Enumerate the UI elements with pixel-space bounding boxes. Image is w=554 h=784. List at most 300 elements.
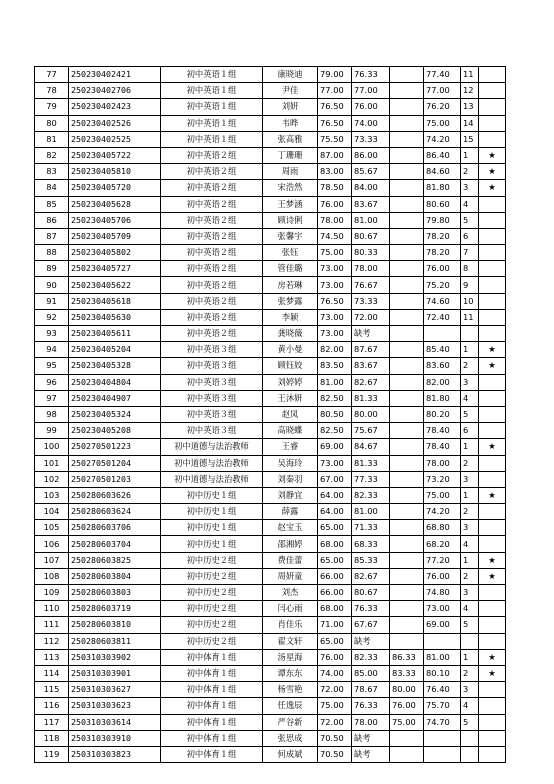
rank: 12: [461, 83, 479, 99]
qualified-star-icon: [479, 406, 506, 422]
rank: 3: [461, 520, 479, 536]
candidate-name: 高晓蝶: [263, 423, 318, 439]
total-score: 81.80: [424, 180, 461, 196]
table-row: [35, 67, 506, 83]
rank: 1: [461, 487, 479, 503]
exam-number: 250280603803: [69, 585, 161, 601]
exam-number: 250230405208: [69, 423, 161, 439]
written-score: 83.50: [318, 358, 352, 374]
candidate-name: 尹佳: [263, 83, 318, 99]
written-score: 82.50: [318, 423, 352, 439]
rank: 2: [461, 358, 479, 374]
total-score: 73.00: [424, 601, 461, 617]
total-score: 76.20: [424, 99, 461, 115]
position-group: 初中历史１组: [161, 487, 263, 503]
skill-score: [390, 406, 424, 422]
exam-number: 250230404804: [69, 374, 161, 390]
position-group: 初中体育１组: [161, 698, 263, 714]
exam-number: 250230405622: [69, 277, 161, 293]
row-number: 107: [35, 552, 69, 568]
candidate-name: 薛露: [263, 504, 318, 520]
total-score: 77.20: [424, 552, 461, 568]
candidate-name: 费佳蕾: [263, 552, 318, 568]
qualified-star-icon: [479, 228, 506, 244]
skill-score: [390, 115, 424, 131]
written-score: 76.00: [318, 649, 352, 665]
written-score: 65.00: [318, 520, 352, 536]
total-score: 75.70: [424, 698, 461, 714]
row-number: 83: [35, 164, 69, 180]
table-row: [35, 245, 506, 261]
interview-score: 缺考: [352, 633, 390, 649]
written-score: 79.00: [318, 67, 352, 83]
interview-score: 71.33: [352, 520, 390, 536]
candidate-name: 管佳璐: [263, 261, 318, 277]
candidate-name: 何成斌: [263, 746, 318, 762]
written-score: 73.00: [318, 261, 352, 277]
exam-number: 250230405630: [69, 309, 161, 325]
exam-number: 250310303910: [69, 730, 161, 746]
rank: 5: [461, 617, 479, 633]
rank: 2: [461, 504, 479, 520]
candidate-name: 严谷新: [263, 714, 318, 730]
skill-score: [390, 147, 424, 163]
skill-score: [390, 228, 424, 244]
interview-score: 80.33: [352, 245, 390, 261]
qualified-star-icon: [479, 536, 506, 552]
qualified-star-icon: [479, 277, 506, 293]
written-score: 74.00: [318, 665, 352, 681]
skill-score: 80.00: [390, 682, 424, 698]
rank: 13: [461, 99, 479, 115]
interview-score: 80.67: [352, 585, 390, 601]
qualified-star-icon: [479, 601, 506, 617]
total-score: 85.40: [424, 342, 461, 358]
skill-score: [390, 277, 424, 293]
interview-score: 78.00: [352, 714, 390, 730]
skill-score: 75.00: [390, 714, 424, 730]
candidate-name: 顾诗俐: [263, 212, 318, 228]
qualified-star-icon: [479, 390, 506, 406]
candidate-name: 吴海玲: [263, 455, 318, 471]
total-score: [424, 730, 461, 746]
interview-score: 77.00: [352, 83, 390, 99]
interview-score: 74.00: [352, 115, 390, 131]
position-group: 初中体育１组: [161, 682, 263, 698]
position-group: 初中历史２组: [161, 601, 263, 617]
row-number: 115: [35, 682, 69, 698]
interview-score: 85.33: [352, 552, 390, 568]
skill-score: 76.00: [390, 698, 424, 714]
exam-number: 250230405611: [69, 326, 161, 342]
row-number: 99: [35, 423, 69, 439]
qualified-star-icon: [479, 617, 506, 633]
total-score: 80.60: [424, 196, 461, 212]
row-number: 82: [35, 147, 69, 163]
row-number: 119: [35, 746, 69, 762]
rank: [461, 326, 479, 342]
table-row: [35, 390, 506, 406]
written-score: 65.00: [318, 552, 352, 568]
skill-score: [390, 746, 424, 762]
skill-score: [390, 568, 424, 584]
total-score: 72.40: [424, 309, 461, 325]
candidate-name: 丁珊珊: [263, 147, 318, 163]
total-score: 81.00: [424, 649, 461, 665]
skill-score: [390, 180, 424, 196]
rank: 7: [461, 245, 479, 261]
candidate-name: 李颖: [263, 309, 318, 325]
total-score: 78.40: [424, 423, 461, 439]
interview-score: 84.67: [352, 439, 390, 455]
rank: 5: [461, 406, 479, 422]
rank: 5: [461, 714, 479, 730]
row-number: 111: [35, 617, 69, 633]
rank: 3: [461, 585, 479, 601]
row-number: 110: [35, 601, 69, 617]
candidate-name: 宋浩然: [263, 180, 318, 196]
rank: 1: [461, 342, 479, 358]
rank: [461, 633, 479, 649]
exam-number: 250310303627: [69, 682, 161, 698]
skill-score: [390, 520, 424, 536]
row-number: 106: [35, 536, 69, 552]
skill-score: [390, 423, 424, 439]
row-number: 105: [35, 520, 69, 536]
table-row: [35, 682, 506, 698]
row-number: 108: [35, 568, 69, 584]
rank: [461, 730, 479, 746]
qualified-star-icon: [479, 212, 506, 228]
candidate-name: 王沐妍: [263, 390, 318, 406]
candidate-name: 周雨: [263, 164, 318, 180]
written-score: 87.00: [318, 147, 352, 163]
qualified-star-icon: [479, 504, 506, 520]
rank: 11: [461, 309, 479, 325]
interview-score: 85.00: [352, 665, 390, 681]
rank: [461, 746, 479, 762]
candidate-name: 刘秦羽: [263, 471, 318, 487]
candidate-name: 刘静宜: [263, 487, 318, 503]
interview-score: 84.00: [352, 180, 390, 196]
exam-number: 250280603804: [69, 568, 161, 584]
total-score: 74.60: [424, 293, 461, 309]
qualified-star-icon: [479, 83, 506, 99]
written-score: 75.00: [318, 698, 352, 714]
interview-score: 76.00: [352, 99, 390, 115]
interview-score: 82.67: [352, 374, 390, 390]
interview-score: 82.67: [352, 568, 390, 584]
row-number: 109: [35, 585, 69, 601]
table-row: [35, 617, 506, 633]
total-score: 80.20: [424, 406, 461, 422]
skill-score: [390, 633, 424, 649]
skill-score: [390, 293, 424, 309]
position-group: 初中体育１组: [161, 714, 263, 730]
row-number: 89: [35, 261, 69, 277]
total-score: 74.20: [424, 131, 461, 147]
candidate-name: 刘妍: [263, 99, 318, 115]
skill-score: [390, 196, 424, 212]
written-score: 78.50: [318, 180, 352, 196]
qualified-star-icon: ★: [479, 665, 506, 681]
rank: 3: [461, 180, 479, 196]
exam-number: 250230404907: [69, 390, 161, 406]
row-number: 87: [35, 228, 69, 244]
qualified-star-icon: ★: [479, 439, 506, 455]
interview-score: 83.67: [352, 196, 390, 212]
table-row: [35, 471, 506, 487]
table-row: [35, 326, 506, 342]
total-score: 81.80: [424, 390, 461, 406]
qualified-star-icon: [479, 131, 506, 147]
rank: 10: [461, 293, 479, 309]
total-score: 68.20: [424, 536, 461, 552]
rank: 6: [461, 228, 479, 244]
interview-score: 76.33: [352, 67, 390, 83]
position-group: 初中历史２组: [161, 568, 263, 584]
candidate-name: 黄小曼: [263, 342, 318, 358]
row-number: 78: [35, 83, 69, 99]
candidate-name: 韦晔: [263, 115, 318, 131]
table-row: [35, 601, 506, 617]
table-row: [35, 536, 506, 552]
qualified-star-icon: [479, 682, 506, 698]
exam-number: 250310303614: [69, 714, 161, 730]
rank: 9: [461, 277, 479, 293]
total-score: 73.20: [424, 471, 461, 487]
exam-number: 250230405709: [69, 228, 161, 244]
rank: 2: [461, 665, 479, 681]
row-number: 84: [35, 180, 69, 196]
interview-score: 76.33: [352, 601, 390, 617]
position-group: 初中道德与法治教师: [161, 471, 263, 487]
rank: 2: [461, 455, 479, 471]
total-score: 75.00: [424, 487, 461, 503]
skill-score: [390, 374, 424, 390]
table-row: [35, 228, 506, 244]
qualified-star-icon: ★: [479, 552, 506, 568]
row-number: 92: [35, 309, 69, 325]
rank: 1: [461, 147, 479, 163]
total-score: 79.80: [424, 212, 461, 228]
total-score: 78.00: [424, 455, 461, 471]
rank: 5: [461, 212, 479, 228]
candidate-name: 刘婷婷: [263, 374, 318, 390]
total-score: 76.40: [424, 682, 461, 698]
interview-score: 73.33: [352, 131, 390, 147]
rank: 4: [461, 196, 479, 212]
total-score: 80.10: [424, 665, 461, 681]
position-group: 初中英语２组: [161, 196, 263, 212]
qualified-star-icon: [479, 261, 506, 277]
table-row: [35, 552, 506, 568]
table-row: [35, 131, 506, 147]
position-group: 初中英语３组: [161, 374, 263, 390]
table-row: [35, 147, 506, 163]
position-group: 初中英语２组: [161, 261, 263, 277]
candidate-name: 周妍童: [263, 568, 318, 584]
position-group: 初中英语２组: [161, 228, 263, 244]
skill-score: [390, 390, 424, 406]
candidate-name: 张馨宇: [263, 228, 318, 244]
table-row: [35, 309, 506, 325]
total-score: [424, 633, 461, 649]
qualified-star-icon: ★: [479, 180, 506, 196]
interview-score: 87.67: [352, 342, 390, 358]
qualified-star-icon: ★: [479, 568, 506, 584]
exam-number: 250230405720: [69, 180, 161, 196]
written-score: 76.50: [318, 115, 352, 131]
candidate-name: 房若琳: [263, 277, 318, 293]
skill-score: [390, 730, 424, 746]
table-row: [35, 212, 506, 228]
written-score: 69.00: [318, 439, 352, 455]
position-group: 初中英语１组: [161, 99, 263, 115]
row-number: 113: [35, 649, 69, 665]
position-group: 初中英语２组: [161, 180, 263, 196]
row-number: 114: [35, 665, 69, 681]
exam-number: 250270501204: [69, 455, 161, 471]
interview-score: 80.00: [352, 406, 390, 422]
rank: 15: [461, 131, 479, 147]
row-number: 86: [35, 212, 69, 228]
total-score: 74.80: [424, 585, 461, 601]
position-group: 初中英语２组: [161, 245, 263, 261]
table-row: [35, 164, 506, 180]
exam-number: 250230405324: [69, 406, 161, 422]
qualified-star-icon: [479, 115, 506, 131]
row-number: 90: [35, 277, 69, 293]
qualified-star-icon: [479, 374, 506, 390]
total-score: 84.60: [424, 164, 461, 180]
exam-number: 250230405802: [69, 245, 161, 261]
position-group: 初中英语１组: [161, 83, 263, 99]
total-score: 75.20: [424, 277, 461, 293]
rank: 14: [461, 115, 479, 131]
written-score: 80.50: [318, 406, 352, 422]
table-row: [35, 342, 506, 358]
qualified-star-icon: [479, 196, 506, 212]
qualified-star-icon: [479, 714, 506, 730]
table-row: [35, 358, 506, 374]
interview-score: 86.00: [352, 147, 390, 163]
written-score: 66.00: [318, 568, 352, 584]
candidate-name: 肖佳乐: [263, 617, 318, 633]
candidate-name: 康晓迪: [263, 67, 318, 83]
table-row: [35, 649, 506, 665]
written-score: 71.00: [318, 617, 352, 633]
row-number: 118: [35, 730, 69, 746]
exam-number: 250310303623: [69, 698, 161, 714]
rank: 3: [461, 374, 479, 390]
position-group: 初中历史２组: [161, 633, 263, 649]
total-score: 78.20: [424, 245, 461, 261]
position-group: 初中英语３组: [161, 423, 263, 439]
exam-number: 250280603624: [69, 504, 161, 520]
written-score: 68.00: [318, 536, 352, 552]
exam-number: 250230405618: [69, 293, 161, 309]
rank: 4: [461, 390, 479, 406]
interview-score: 81.33: [352, 455, 390, 471]
table-row: [35, 665, 506, 681]
exam-number: 250230405727: [69, 261, 161, 277]
candidate-name: 王睿: [263, 439, 318, 455]
interview-score: 77.33: [352, 471, 390, 487]
total-score: 77.00: [424, 83, 461, 99]
table-row: [35, 180, 506, 196]
interview-score: 85.67: [352, 164, 390, 180]
position-group: 初中体育１组: [161, 649, 263, 665]
candidate-name: 刘杰: [263, 585, 318, 601]
candidate-name: 张钰: [263, 245, 318, 261]
exam-number: 250310303823: [69, 746, 161, 762]
qualified-star-icon: [479, 633, 506, 649]
candidate-name: 杨雪艳: [263, 682, 318, 698]
interview-score: 缺考: [352, 746, 390, 762]
written-score: 73.00: [318, 309, 352, 325]
interview-score: 78.67: [352, 682, 390, 698]
qualified-star-icon: [479, 455, 506, 471]
skill-score: [390, 67, 424, 83]
qualified-star-icon: [479, 245, 506, 261]
table-row: [35, 487, 506, 503]
candidate-name: 王梦涵: [263, 196, 318, 212]
total-score: [424, 746, 461, 762]
skill-score: [390, 552, 424, 568]
interview-score: 67.67: [352, 617, 390, 633]
rank: 4: [461, 698, 479, 714]
interview-score: 81.00: [352, 504, 390, 520]
qualified-star-icon: [479, 698, 506, 714]
table-row: [35, 455, 506, 471]
position-group: 初中英语２组: [161, 277, 263, 293]
exam-number: 250230402525: [69, 131, 161, 147]
written-score: 65.00: [318, 633, 352, 649]
position-group: 初中历史２组: [161, 617, 263, 633]
position-group: 初中历史１组: [161, 536, 263, 552]
total-score: 74.20: [424, 504, 461, 520]
skill-score: [390, 99, 424, 115]
table-row: [35, 99, 506, 115]
position-group: 初中英语２组: [161, 309, 263, 325]
written-score: 64.00: [318, 487, 352, 503]
candidate-name: 翟文轩: [263, 633, 318, 649]
table-row: [35, 520, 506, 536]
written-score: 70.50: [318, 746, 352, 762]
written-score: 74.50: [318, 228, 352, 244]
rank: 4: [461, 601, 479, 617]
written-score: 68.00: [318, 601, 352, 617]
exam-number: 250230405628: [69, 196, 161, 212]
position-group: 初中体育１组: [161, 730, 263, 746]
exam-number: 250280603704: [69, 536, 161, 552]
total-score: 75.00: [424, 115, 461, 131]
total-score: [424, 326, 461, 342]
position-group: 初中英语１组: [161, 67, 263, 83]
interview-score: 75.67: [352, 423, 390, 439]
position-group: 初中历史１组: [161, 504, 263, 520]
row-number: 100: [35, 439, 69, 455]
skill-score: [390, 601, 424, 617]
position-group: 初中历史２组: [161, 585, 263, 601]
rank: 3: [461, 471, 479, 487]
table-row: [35, 277, 506, 293]
interview-score: 72.00: [352, 309, 390, 325]
skill-score: [390, 536, 424, 552]
written-score: 72.00: [318, 682, 352, 698]
position-group: 初中道德与法治教师: [161, 439, 263, 455]
